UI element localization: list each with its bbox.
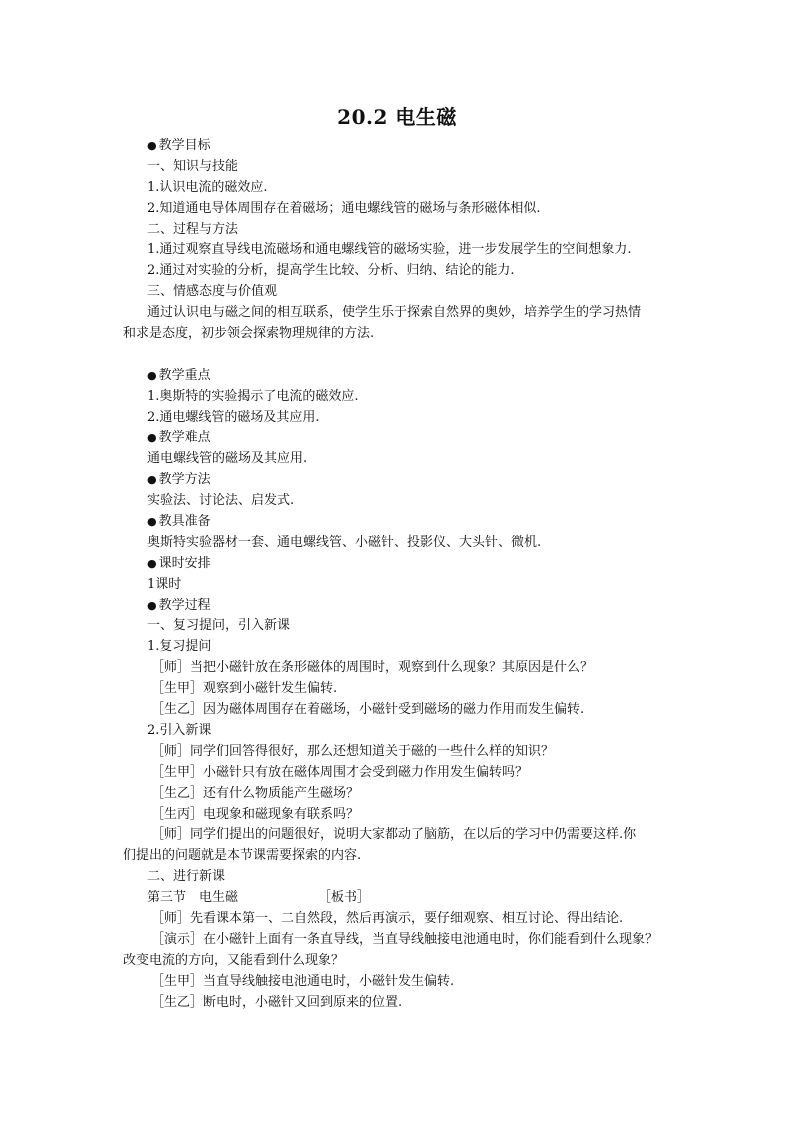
dialogue-line: ［师］同学们提出的问题很好，说明大家都动了脑筋，在以后的学习中仍需要这样.你 <box>151 827 637 843</box>
paragraph-line: 通电螺线管的磁场及其应用. <box>147 451 308 467</box>
dialogue-line: ［生乙］还有什么物质能产生磁场？ <box>151 785 360 801</box>
dialogue-line: ［师］先看课本第一、二自然段，然后再演示，要仔细观察、相互讨论、得出结论. <box>151 910 624 926</box>
paragraph-line: 和求是态度，初步领会探索物理规律的方法. <box>123 326 375 342</box>
subheading-process: 二、过程与方法 <box>147 221 239 237</box>
paragraph-line: 实验法、讨论法、启发式. <box>147 493 295 509</box>
section-heading-difficulties: ● 教学难点 <box>147 428 677 449</box>
section-title-line <box>147 888 677 909</box>
paragraph-line: 1课时 <box>147 576 182 592</box>
paragraph-line: 1.奥斯特的实验揭示了电流的磁效应. <box>147 388 359 404</box>
dialogue-line: ［师］同学们回答得很好，那么还想知道关于磁的一些什么样的知识？ <box>151 743 555 759</box>
subheading-review: 一、复习提问，引入新课 <box>147 618 291 634</box>
subheading-knowledge: 一、知识与技能 <box>147 158 239 174</box>
section-title: 第三节 电生磁 <box>147 890 239 906</box>
dialogue-line: ［演示］在小磁针上面有一条直导线，当直导线触接电池通电时，你们能看到什么现象？ <box>151 931 659 947</box>
board-note: ［板书］ <box>318 890 371 906</box>
paragraph-line: 奥斯特实验器材一套、通电螺线管、小磁针、投影仪、大头针、微机. <box>147 534 542 550</box>
blank-line <box>147 345 677 366</box>
paragraph-line: 2.引入新课 <box>147 722 212 738</box>
dialogue-line: 们提出的问题就是本节课需要探索的内容. <box>123 848 362 864</box>
dialogue-line: ［生乙］因为磁体周围存在着磁场，小磁针受到磁场的磁力作用而发生偏转. <box>151 702 585 718</box>
dialogue-line: ［生甲］小磁针只有放在磁体周围才会受到磁力作用发生偏转吗？ <box>151 764 529 780</box>
section-heading-methods: ● 教学方法 <box>147 470 677 491</box>
document-title: 20.2 电生磁 <box>337 105 457 129</box>
dialogue-line: ［生甲］当直导线触接电池通电时，小磁针发生偏转. <box>151 973 455 989</box>
dialogue-line: ［生丙］电现象和磁现象有联系吗？ <box>151 806 360 822</box>
paragraph-line: 2.知道通电导体周围存在着磁场；通电螺线管的磁场与条形磁体相似. <box>147 200 541 216</box>
subheading-attitude: 三、情感态度与价值观 <box>147 284 278 300</box>
dialogue-line: ［生乙］断电时，小磁针又回到原来的位置. <box>151 994 403 1010</box>
section-heading-key-points: ● 教学重点 <box>147 366 677 387</box>
dialogue-line: ［师］当把小磁针放在条形磁体的周围时，观察到什么现象？其原因是什么？ <box>151 660 594 676</box>
paragraph-line: 1.复习提问 <box>147 639 212 655</box>
paragraph-line: 1.认识电流的磁效应. <box>147 179 268 195</box>
section-heading-tools: ● 教具准备 <box>147 512 677 533</box>
paragraph-line: 2.通过对实验的分析，提高学生比较、分析、归纳、结论的能力. <box>147 263 515 279</box>
paragraph-line: 1.通过观察直导线电流磁场和通电螺线管的磁场实验，进一步发展学生的空间想象力. <box>147 242 632 258</box>
paragraph-line: 通过认识电与磁之间的相互联系，使学生乐于探索自然界的奥妙，培养学生的学习热情 <box>147 305 642 321</box>
paragraph-line: 2.通电螺线管的磁场及其应用. <box>147 409 320 425</box>
dialogue-line: 改变电流的方向，又能看到什么现象？ <box>123 952 345 968</box>
section-heading-process: ● 教学过程 <box>147 596 677 617</box>
section-heading-schedule: ● 课时安排 <box>147 554 677 575</box>
dialogue-line: ［生甲］观察到小磁针发生偏转. <box>151 681 338 697</box>
document-body <box>123 136 677 1013</box>
subheading-new-lesson: 二、进行新课 <box>147 869 226 885</box>
section-heading-goals: ● 教学目标 <box>147 136 677 157</box>
